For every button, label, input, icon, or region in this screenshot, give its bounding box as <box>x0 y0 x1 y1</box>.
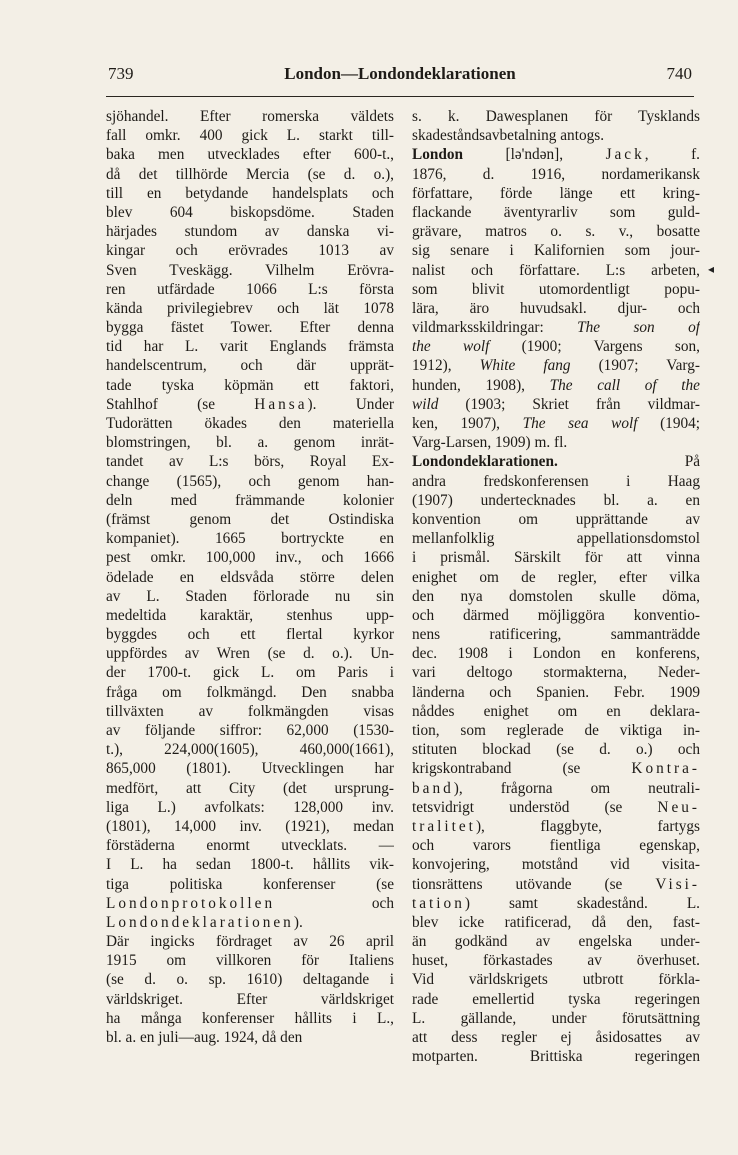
left-column <box>106 107 394 1047</box>
text-line: att dess regler ej åsidosattes av <box>412 1029 700 1046</box>
text-line: enighet om de regler, efter vilka <box>412 568 700 586</box>
text-line: rade emellertid tyska regeringen <box>412 990 700 1008</box>
text-line: band), frågorna om neutrali- <box>412 779 700 797</box>
text-line: tillväxten av folkmängden visas <box>106 702 394 720</box>
text-line: ha många konferenser hållits i L., <box>106 1009 394 1027</box>
text-line: (1801), 14,000 inv. (1921), medan <box>106 817 394 835</box>
text-line: Londondeklarationen). <box>106 913 303 931</box>
text-line: L. gällande, under förutsättning <box>412 1009 700 1027</box>
text-line: ödelade en eldsvåda större delen <box>106 568 394 586</box>
text-line: t.), 224,000(1605), 460,000(1661), <box>106 741 394 759</box>
text-line: av följande siffror: 62,000 (1530- <box>106 722 394 739</box>
page-number-left: 739 <box>108 64 134 83</box>
text-line: härjades stundom av danska vi- <box>106 223 394 241</box>
text-line: 1876, d. 1916, nordamerikansk <box>412 165 700 183</box>
text-line: bl. a. en juli—aug. 1924, då den <box>106 1029 303 1046</box>
text-line: London [lə'ndən], Jack, f. <box>412 146 700 164</box>
text-line: krigskontraband (se Kontra- <box>412 760 700 778</box>
text-line: mellanfolklig appellationsdomstol <box>412 530 700 548</box>
text-line: Londonprotokollen och <box>106 894 394 912</box>
text-line: av L. Staden förlorade nu sin <box>106 587 394 605</box>
text-line: s. k. Dawesplanen för Tysklands <box>412 108 700 125</box>
text-line: liga L.) avfolkats: 128,000 inv. <box>106 798 394 816</box>
text-line: grävare, matros o. s. v., bosatte <box>412 223 700 241</box>
text-line: tionsrättens utövande (se Visi- <box>412 875 700 893</box>
text-line: 1915 om villkoren för Italiens <box>106 952 394 970</box>
text-line: handelscentrum, och där upprät- <box>106 357 394 375</box>
text-line: och varors fientliga egenskap, <box>412 837 700 855</box>
text-line: tation) samt skadestånd. L. <box>412 894 700 912</box>
text-line: ken, 1907), The sea wolf (1904; <box>412 415 700 432</box>
text-line: författare, förde länge ett kring- <box>412 184 700 202</box>
text-line: som blivit utomordentligt popu- <box>412 280 700 298</box>
text-line: lära, äro huvudsakl. djur- och <box>412 299 700 317</box>
text-line: tid har L. varit Englands främsta <box>106 338 394 356</box>
margin-mark: ◂ <box>708 262 715 276</box>
text-line: motparten. Brittiska regeringen <box>412 1048 700 1066</box>
text-line: tion, som reglerade de viktiga in- <box>412 722 700 739</box>
text-line: fråga om folkmängd. Den snabba <box>106 683 394 701</box>
text-line: the wolf (1900; Vargens son, <box>412 338 700 356</box>
text-line: tiga politiska konferenser (se <box>106 875 394 893</box>
text-line: kingar och erövrades 1013 av <box>106 242 394 260</box>
text-line: blomstringen, bl. a. genom inrät- <box>106 434 394 452</box>
text-line: länderna och Spanien. Febr. 1909 <box>412 683 700 701</box>
text-line: fall omkr. 400 gick L. starkt till- <box>106 127 394 145</box>
text-line: då det tillhörde Mercia (se d. o.), <box>106 165 394 183</box>
text-line: konvention om upprättande av <box>412 510 700 528</box>
text-line: Tudorätten ökades den materiella <box>106 415 394 432</box>
text-line: 865,000 (1801). Utvecklingen har <box>106 760 394 778</box>
text-line: change (1565), och genom han- <box>106 472 394 490</box>
right-column <box>412 107 700 1066</box>
text-line: Londondeklarationen. På <box>412 453 700 471</box>
text-line: blev 604 biskopsdöme. Staden <box>106 203 394 221</box>
text-line: Sven Tveskägg. Vilhelm Erövra- <box>106 261 394 279</box>
text-line: uppfördes av Wren (se d. o.). Un- <box>106 645 394 663</box>
text-line: tetsvidrigt understöd (se Neu- <box>412 798 700 816</box>
text-line: den nya domstolen skulle döma, <box>412 587 700 605</box>
text-line: hunden, 1908), The call of the <box>412 376 700 394</box>
text-line: nalist och författare. L:s arbeten, <box>412 261 700 279</box>
text-line: flackande äventyrarliv som guld- <box>412 203 700 221</box>
text-line: i prismål. Särskilt för att vinna <box>412 549 700 567</box>
text-line: tralitet), flaggbyte, fartygs <box>412 817 700 835</box>
text-line: sig senare i Kalifornien som jour- <box>412 242 700 260</box>
text-line: Varg-Larsen, 1909) m. fl. <box>412 434 568 452</box>
text-line: pest omkr. 100,000 inv., och 1666 <box>106 549 394 567</box>
text-line: till en betydande handelsplats och <box>106 184 394 202</box>
text-line: nåddes enighet om en deklara- <box>412 702 700 720</box>
text-line: dec. 1908 i London en konferens, <box>412 645 700 663</box>
text-line: baka men utvecklades efter 600-t., <box>106 146 394 164</box>
text-line: bygga fästet Tower. Efter denna <box>106 319 394 337</box>
text-line: medeltida karaktär, stenhus upp- <box>106 606 394 624</box>
text-line: andra fredskonferensen i Haag <box>412 472 700 490</box>
header-rule <box>106 96 694 97</box>
text-line: (1907) undertecknades bl. a. en <box>412 491 700 509</box>
text-line: huset, förkastades av överhuset. <box>412 952 700 970</box>
text-line: byggdes och ett flertal kyrkor <box>106 626 394 644</box>
running-title: London—Londondeklarationen <box>284 64 516 83</box>
text-line: 1912), White fang (1907; Varg- <box>412 357 700 375</box>
text-line: vildmarksskildringar: The son of <box>412 319 700 337</box>
text-line: Stahlhof (se Hansa). Under <box>106 395 394 413</box>
text-line: och därmed möjliggöra konventio- <box>412 606 700 624</box>
text-line: Där ingicks fördraget av 26 april <box>106 933 394 951</box>
page-number-right: 740 <box>666 64 692 83</box>
text-line: deln med främmande kolonier <box>106 491 394 509</box>
text-line: ren utfärdade 1066 L:s första <box>106 280 394 298</box>
page-header <box>108 64 692 90</box>
text-line: kompaniet). 1665 bortryckte en <box>106 530 394 548</box>
text-line: Vid världskrigets utbrott förkla- <box>412 971 700 989</box>
text-line: stituten blockad (se d. o.) och <box>412 741 700 759</box>
text-line: tandet av L:s börs, Royal Ex- <box>106 453 394 471</box>
text-line: än godkänd av engelska under- <box>412 933 700 951</box>
text-line: (främst genom det Ostindiska <box>106 510 394 528</box>
text-line: konvojering, motstånd vid visita- <box>412 856 700 874</box>
text-line: nens ratificering, sammanträdde <box>412 626 700 644</box>
text-line: medfört, att City (det ursprung- <box>106 779 394 797</box>
text-line: I L. ha sedan 1800-t. hållits vik- <box>106 856 394 874</box>
text-line: wild (1903; Skriet från vildmar- <box>412 395 700 413</box>
text-line: (se d. o. sp. 1610) deltagande i <box>106 971 394 989</box>
text-line: skadeståndsavbetalning antogs. <box>412 127 605 145</box>
text-line: der 1700-t. gick L. om Paris i <box>106 664 394 682</box>
text-line: tade tyska köpmän ett faktori, <box>106 376 394 394</box>
text-line: kända privilegiebrev och lät 1078 <box>106 299 394 317</box>
text-line: blev icke ratificerad, då den, fast- <box>412 913 700 931</box>
text-line: sjöhandel. Efter romerska väldets <box>106 108 394 125</box>
text-line: världskriget. Efter världskriget <box>106 990 394 1008</box>
text-line: vari deltogo stormakterna, Neder- <box>412 664 700 682</box>
text-line: förstäderna enormt utvecklats. — <box>106 837 394 855</box>
